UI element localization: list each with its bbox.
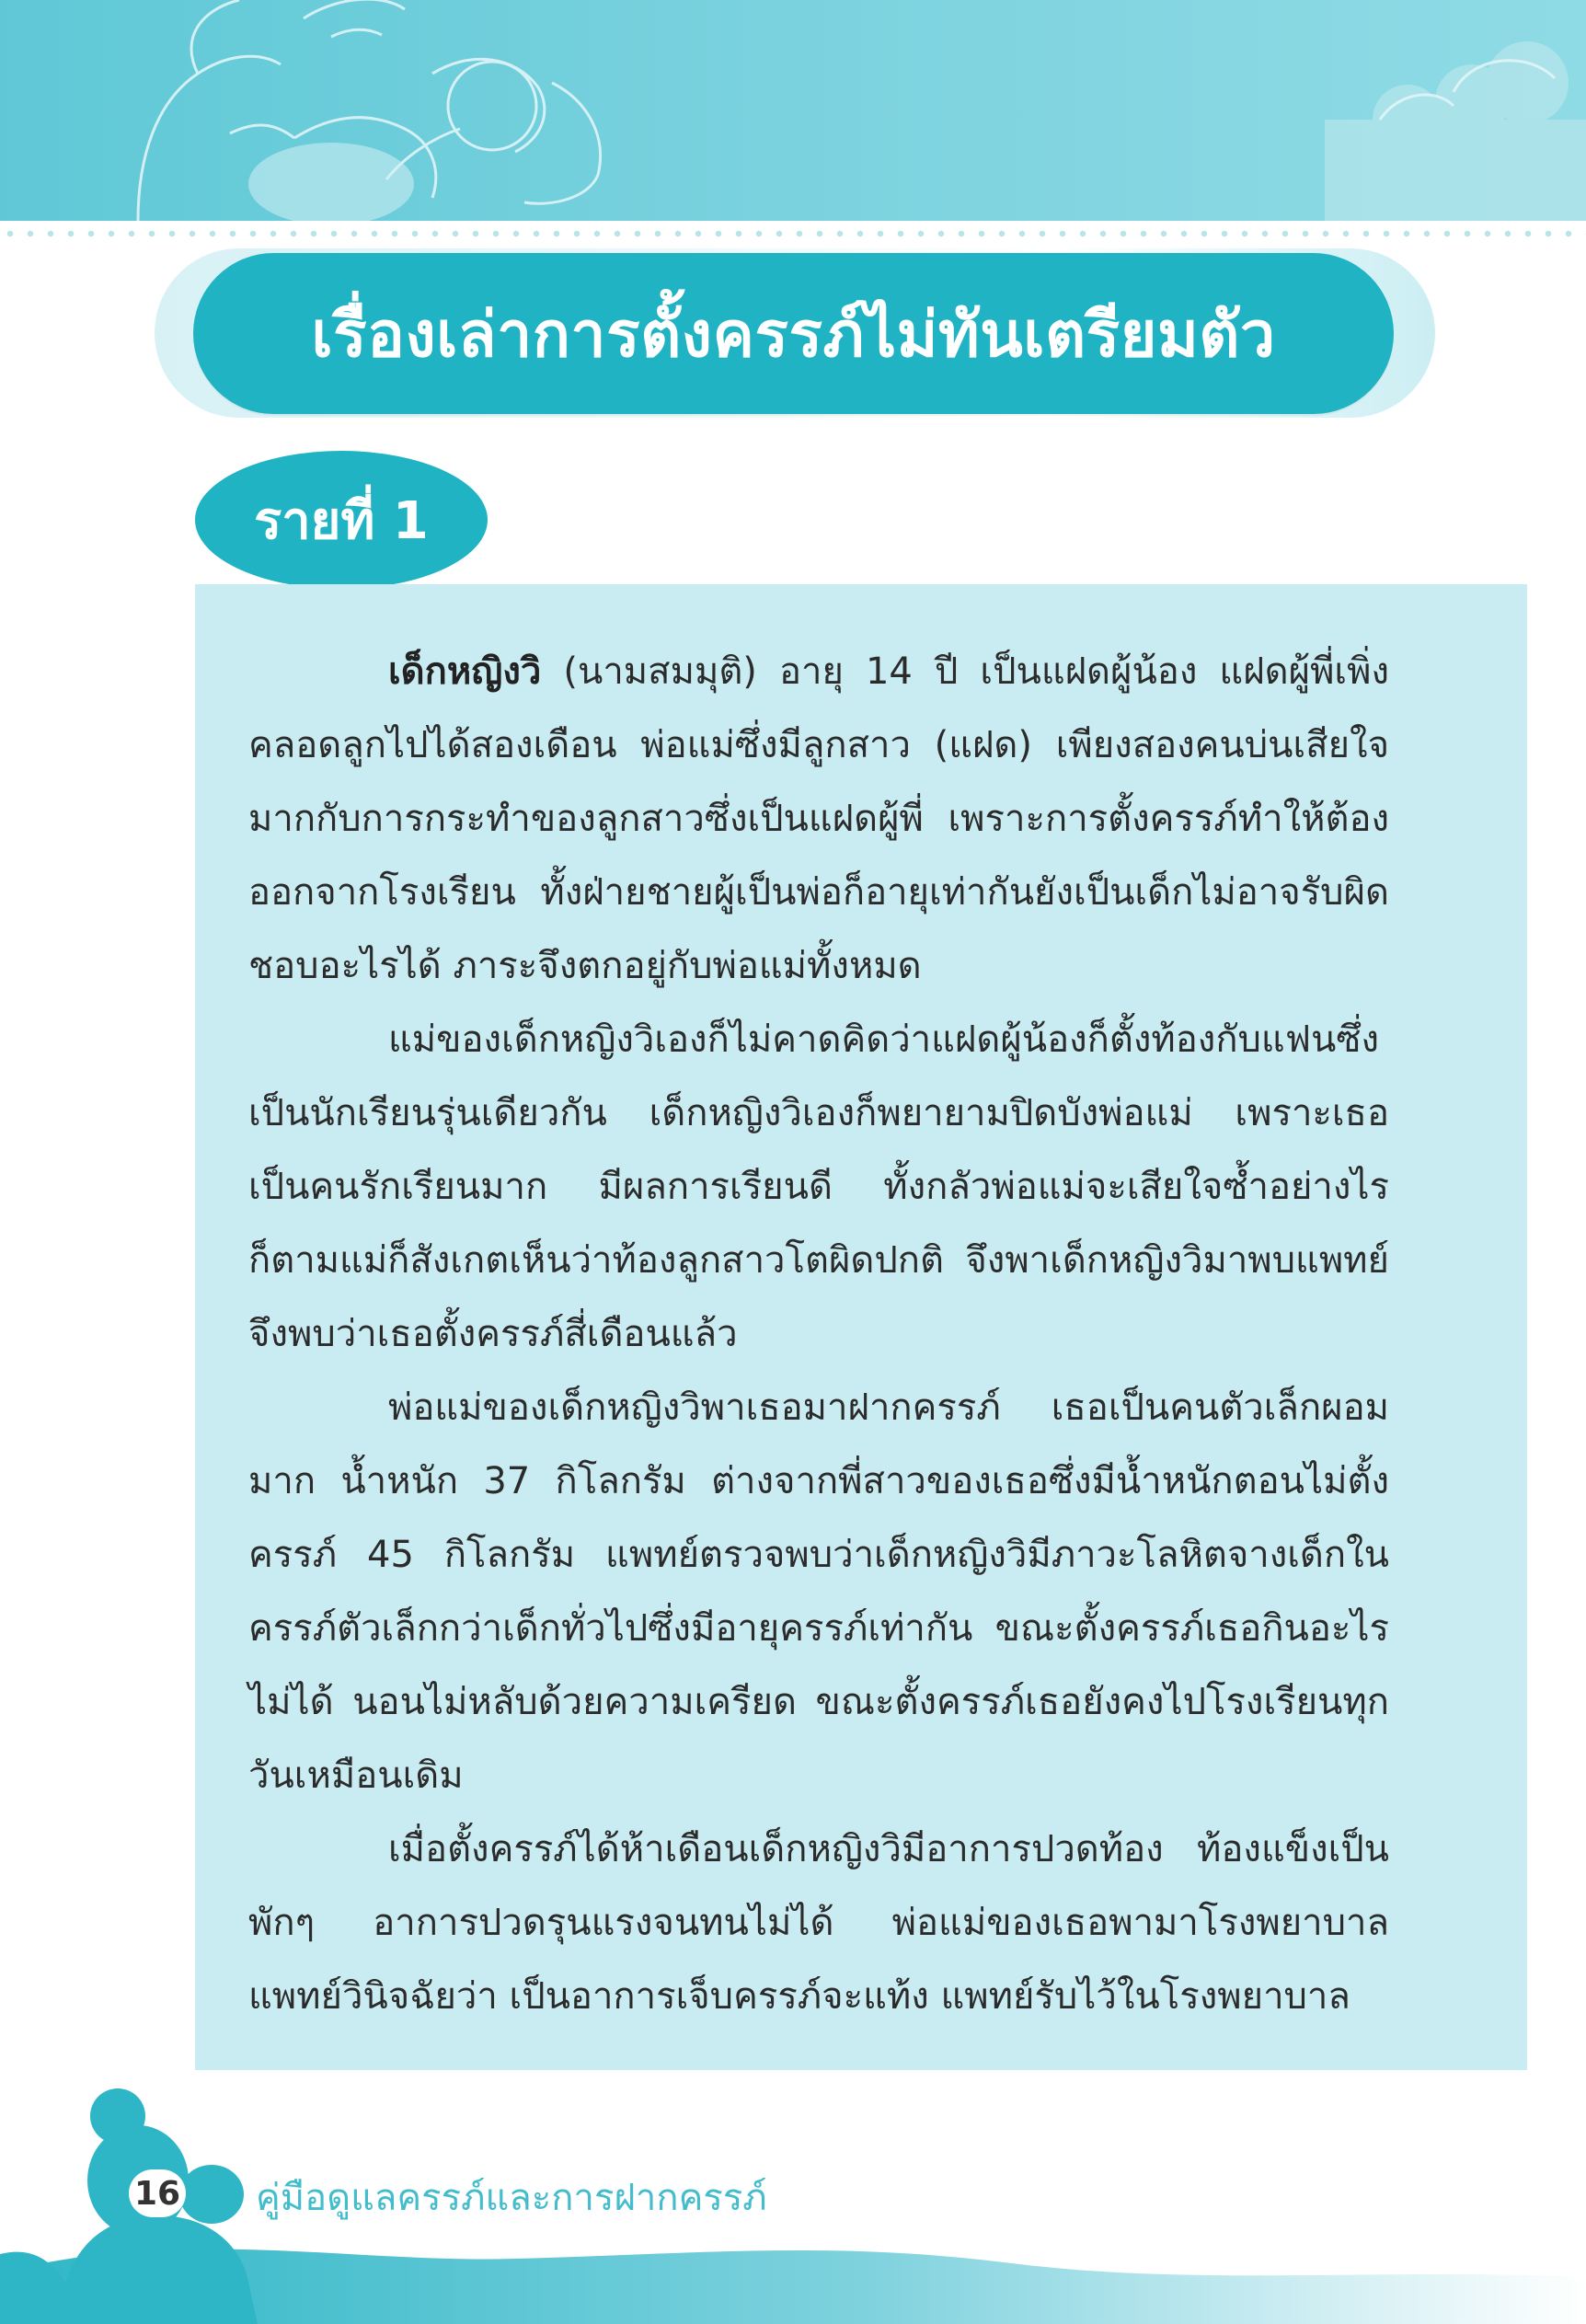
book-title: คู่มือดูแลครรภ์และการฝากครรภ์ [256, 2177, 767, 2219]
paragraph-3: พ่อแม่ของเด็กหญิงวิพาเธอมาฝากครรภ์ เธอเป็นคนตัวเล็กผอมมาก น้ำหนัก 37 กิโลกรัม ต่างจากพี่สาวของเธอซึ่งมีน้ำหนักตอนไม่ตั้งครรภ์ 45 กิโลกรัม แพทย์ตรวจพบว่าเด็กหญิงวิมีภาวะโลหิตจางเด็กในครรภ์ตัวเล็กกว่าเด็กทั่วไปซึ่งมีอายุครรภ์เท่ากัน ขณะตั้งครรภ์เธอกินอะไรไม่ได้ นอนไม่หลับด้วยความเครียด ขณะตั้งครรภ์เธอยังคงไปโรงเรียนทุกวันเหมือนเดิม [248, 1386, 1389, 1797]
story-text [248, 635, 1389, 2033]
footer-wave-illustration [0, 2079, 1586, 2324]
subject-name: เด็กหญิงวิ [388, 650, 542, 693]
title-banner [193, 253, 1394, 414]
paragraph-1 [248, 635, 1389, 1003]
mother-child-illustration [0, 0, 1586, 221]
case-label: รายที่ 1 [254, 490, 429, 551]
case-badge [195, 451, 488, 589]
paragraph-4: เมื่อตั้งครรภ์ได้ห้าเดือนเด็กหญิงวิมีอาการปวดท้อง ท้องแข็งเป็นพักๆ อาการปวดรุนแรงจนทนไม่ได้ พ่อแม่ของเธอพามาโรงพยาบาลแพทย์วินิจฉัยว่า เป็นอาการเจ็บครรภ์จะแท้ง แพทย์รับไว้ในโรงพยาบาล [248, 1828, 1389, 2018]
dotted-divider [0, 228, 1586, 239]
page-number: 16 [129, 2169, 186, 2217]
paragraph-2: แม่ของเด็กหญิงวิเองก็ไม่คาดคิดว่าแฝดผู้น้องก็ตั้งท้องกับแฟนซึ่งเป็นนักเรียนรุ่นเดียวกัน เด็กหญิงวิเองก็พยายามปิดบังพ่อแม่ เพราะเธอเป็นคนรักเรียนมาก มีผลการเรียนดี ทั้งกลัวพ่อแม่จะเสียใจซ้ำอย่างไรก็ตามแม่ก็สังเกตเห็นว่าท้องลูกสาวโตผิดปกติ จึงพาเด็กหญิงวิมาพบแพทย์ จึงพบว่าเธอตั้งครรภ์สี่เดือนแล้ว [248, 1018, 1389, 1355]
page-title: เรื่องเล่าการตั้งครรภ์ไม่ทันเตรียมตัว [311, 298, 1276, 372]
paragraph-1-text: (นามสมมุติ) อายุ 14 ปี เป็นแฝดผู้น้อง แฝดผู้พี่เพิ่งคลอดลูกไปได้สองเดือน พ่อแม่ซึ่งมีลูกสาว (แฝด) เพียงสองคนบ่นเสียใจมากกับการกระทำของลูกสาวซึ่งเป็นแฝดผู้พี่ เพราะการตั้งครรภ์ทำให้ต้องออกจากโรงเรียน ทั้งฝ่ายชายผู้เป็นพ่อก็อายุเท่ากันยังเป็นเด็กไม่อาจรับผิดชอบอะไรได้ ภาระจึงตกอยู่กับพ่อแม่ทั้งหมด [248, 650, 1389, 987]
